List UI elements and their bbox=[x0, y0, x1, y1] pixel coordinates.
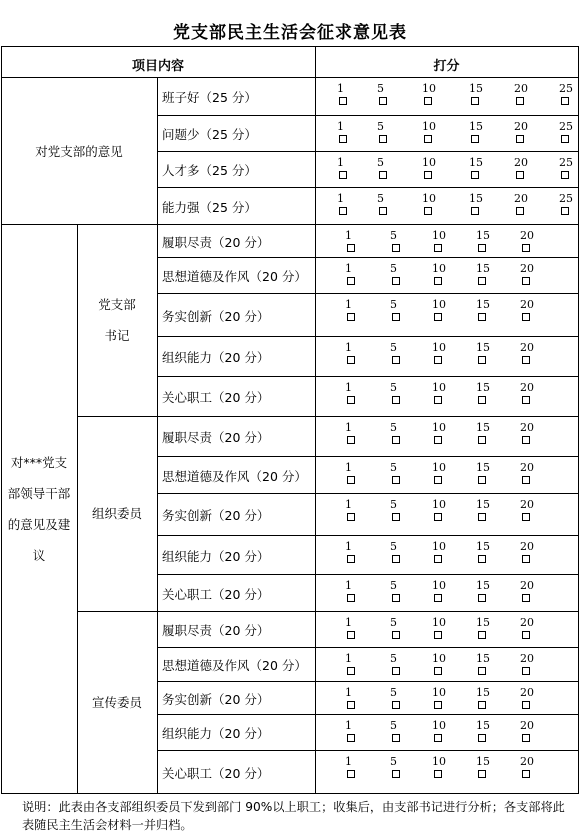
score-scale-label: 20 bbox=[520, 755, 534, 768]
form-title: 党支部民主生活会征求意见表 bbox=[173, 23, 407, 43]
score-scale-label: 25 bbox=[559, 156, 573, 169]
score-checkbox[interactable] bbox=[522, 513, 530, 521]
score-scale-label: 15 bbox=[476, 540, 490, 553]
header-item-content: 项目内容 bbox=[131, 59, 184, 74]
score-checkbox[interactable] bbox=[392, 594, 400, 602]
score-checkbox[interactable] bbox=[478, 701, 486, 709]
section2-label-line: 对***党支 bbox=[10, 454, 68, 470]
score-checkbox[interactable] bbox=[434, 436, 442, 444]
criterion-label: 思想道德及作风（20 分） bbox=[162, 269, 307, 284]
score-scale-label: 1 bbox=[345, 381, 352, 394]
score-checkbox[interactable] bbox=[339, 97, 347, 105]
score-scale-label: 15 bbox=[469, 156, 483, 169]
score-checkbox[interactable] bbox=[522, 396, 530, 404]
score-checkbox[interactable] bbox=[392, 396, 400, 404]
score-checkbox[interactable] bbox=[347, 244, 355, 252]
score-scale-label: 1 bbox=[345, 652, 352, 665]
score-checkbox[interactable] bbox=[347, 770, 355, 778]
score-scale-label: 15 bbox=[476, 298, 490, 311]
score-checkbox[interactable] bbox=[516, 207, 524, 215]
criterion-label: 关心职工（20 分） bbox=[162, 765, 270, 781]
score-checkbox[interactable] bbox=[522, 356, 530, 364]
score-checkbox[interactable] bbox=[347, 277, 355, 285]
score-checkbox[interactable] bbox=[522, 244, 530, 252]
score-scale-label: 20 bbox=[520, 461, 534, 474]
score-checkbox[interactable] bbox=[522, 476, 530, 484]
score-scale-label: 5 bbox=[390, 540, 397, 553]
score-checkbox[interactable] bbox=[392, 277, 400, 285]
score-checkbox[interactable] bbox=[478, 476, 486, 484]
score-checkbox[interactable] bbox=[522, 770, 530, 778]
score-scale-label: 20 bbox=[514, 156, 528, 169]
score-checkbox[interactable] bbox=[347, 513, 355, 521]
score-scale-label: 10 bbox=[422, 120, 436, 133]
score-scale-label: 1 bbox=[345, 686, 352, 699]
score-scale-label: 20 bbox=[520, 381, 534, 394]
score-scale-label: 15 bbox=[476, 229, 490, 242]
score-checkbox[interactable] bbox=[424, 207, 432, 215]
score-checkbox[interactable] bbox=[478, 277, 486, 285]
score-scale-label: 20 bbox=[514, 120, 528, 133]
score-scale-label: 5 bbox=[390, 341, 397, 354]
score-checkbox[interactable] bbox=[424, 97, 432, 105]
table-top-border bbox=[1, 46, 579, 47]
score-checkbox[interactable] bbox=[478, 667, 486, 675]
score-checkbox[interactable] bbox=[392, 313, 400, 321]
score-scale-label: 20 bbox=[520, 616, 534, 629]
score-checkbox[interactable] bbox=[522, 277, 530, 285]
score-scale-label: 10 bbox=[422, 156, 436, 169]
score-checkbox[interactable] bbox=[347, 734, 355, 742]
row-divider bbox=[157, 456, 579, 457]
score-checkbox[interactable] bbox=[347, 476, 355, 484]
score-checkbox[interactable] bbox=[471, 171, 479, 179]
score-scale-label: 10 bbox=[432, 652, 446, 665]
score-checkbox[interactable] bbox=[392, 770, 400, 778]
score-scale-label: 20 bbox=[520, 652, 534, 665]
footer-note: 说明：此表由各支部组织委员下发到部门 90%以上职工；收集后，由支部书记进行分析；各支部将此表随民主生活会材料一并归档。 bbox=[22, 800, 565, 832]
score-checkbox[interactable] bbox=[561, 171, 569, 179]
score-scale-label: 1 bbox=[345, 421, 352, 434]
score-checkbox[interactable] bbox=[392, 476, 400, 484]
score-checkbox[interactable] bbox=[392, 701, 400, 709]
score-scale-label: 10 bbox=[432, 229, 446, 242]
group-label bbox=[77, 416, 157, 611]
score-scale-label: 20 bbox=[514, 82, 528, 95]
score-scale-label: 1 bbox=[345, 298, 352, 311]
section2-label-line: 议 bbox=[32, 547, 46, 563]
row-divider bbox=[157, 293, 579, 294]
score-checkbox[interactable] bbox=[434, 476, 442, 484]
score-scale-label: 5 bbox=[377, 82, 384, 95]
criterion-label: 思想道德及作风（20 分） bbox=[162, 468, 307, 484]
score-checkbox[interactable] bbox=[347, 594, 355, 602]
score-checkbox[interactable] bbox=[339, 207, 347, 215]
score-checkbox[interactable] bbox=[561, 135, 569, 143]
score-checkbox[interactable] bbox=[434, 356, 442, 364]
row-divider bbox=[157, 681, 579, 682]
score-checkbox[interactable] bbox=[516, 135, 524, 143]
criterion-label: 履职尽责（20 分） bbox=[162, 430, 270, 445]
criterion-label: 思想道德及作风（20 分） bbox=[162, 658, 307, 673]
score-scale-label: 5 bbox=[390, 652, 397, 665]
score-checkbox[interactable] bbox=[478, 313, 486, 321]
score-scale-label: 5 bbox=[390, 262, 397, 275]
score-scale-label: 1 bbox=[345, 755, 352, 768]
group-label-line: 宣传委员 bbox=[91, 694, 142, 710]
score-scale-label: 1 bbox=[337, 82, 344, 95]
row-divider bbox=[157, 257, 579, 258]
score-scale-label: 20 bbox=[520, 498, 534, 511]
score-scale-label: 10 bbox=[432, 421, 446, 434]
score-checkbox[interactable] bbox=[347, 667, 355, 675]
score-checkbox[interactable] bbox=[339, 171, 347, 179]
score-scale-label: 20 bbox=[520, 719, 534, 732]
score-scale-label: 1 bbox=[337, 192, 344, 205]
score-checkbox[interactable] bbox=[434, 594, 442, 602]
score-checkbox[interactable] bbox=[478, 555, 486, 563]
score-checkbox[interactable] bbox=[347, 701, 355, 709]
criterion-label: 能力强（25 分） bbox=[162, 199, 257, 215]
score-checkbox[interactable] bbox=[478, 244, 486, 252]
score-scale-label: 20 bbox=[520, 262, 534, 275]
score-checkbox[interactable] bbox=[478, 734, 486, 742]
score-scale-label: 25 bbox=[559, 120, 573, 133]
row-divider bbox=[157, 151, 579, 152]
score-checkbox[interactable] bbox=[424, 135, 432, 143]
score-checkbox[interactable] bbox=[392, 436, 400, 444]
score-checkbox[interactable] bbox=[392, 356, 400, 364]
row-divider bbox=[157, 750, 579, 751]
score-scale-label: 15 bbox=[476, 421, 490, 434]
score-scale-label: 1 bbox=[345, 719, 352, 732]
score-checkbox[interactable] bbox=[471, 207, 479, 215]
row-divider bbox=[157, 647, 579, 648]
score-checkbox[interactable] bbox=[434, 244, 442, 252]
criterion-label: 关心职工（20 分） bbox=[162, 586, 270, 602]
score-checkbox[interactable] bbox=[522, 313, 530, 321]
score-scale-label: 15 bbox=[476, 652, 490, 665]
score-scale-label: 20 bbox=[520, 298, 534, 311]
section1-label: 对党支部的意见 bbox=[35, 143, 123, 159]
criterion-label: 班子好（25 分） bbox=[162, 90, 257, 105]
score-scale-label: 10 bbox=[432, 498, 446, 511]
score-scale-label: 15 bbox=[469, 82, 483, 95]
score-scale-label: 10 bbox=[432, 381, 446, 394]
score-checkbox[interactable] bbox=[434, 631, 442, 639]
score-scale-label: 5 bbox=[390, 229, 397, 242]
score-checkbox[interactable] bbox=[522, 734, 530, 742]
score-checkbox[interactable] bbox=[522, 667, 530, 675]
criterion-label: 问题少（25 分） bbox=[162, 127, 257, 142]
score-scale-label: 15 bbox=[476, 755, 490, 768]
score-checkbox[interactable] bbox=[392, 244, 400, 252]
criterion-label: 务实创新（20 分） bbox=[162, 508, 270, 523]
score-scale-label: 10 bbox=[432, 262, 446, 275]
score-checkbox[interactable] bbox=[379, 97, 387, 105]
group-label-line: 书记 bbox=[104, 328, 130, 343]
criterion-label: 人才多（25 分） bbox=[162, 163, 257, 178]
score-checkbox[interactable] bbox=[347, 555, 355, 563]
score-checkbox[interactable] bbox=[347, 396, 355, 404]
score-scale-label: 10 bbox=[432, 616, 446, 629]
score-checkbox[interactable] bbox=[478, 770, 486, 778]
score-scale-label: 1 bbox=[337, 120, 344, 133]
score-scale-label: 25 bbox=[559, 192, 573, 205]
row-divider bbox=[157, 336, 579, 337]
score-scale-label: 1 bbox=[345, 616, 352, 629]
score-scale-label: 15 bbox=[476, 461, 490, 474]
score-scale-label: 1 bbox=[345, 341, 352, 354]
score-scale-label: 20 bbox=[520, 341, 534, 354]
group-label-line: 组织委员 bbox=[91, 506, 142, 521]
score-scale-label: 20 bbox=[520, 421, 534, 434]
score-scale-label: 5 bbox=[390, 616, 397, 629]
row-divider bbox=[157, 115, 579, 116]
score-checkbox[interactable] bbox=[561, 97, 569, 105]
score-scale-label: 5 bbox=[390, 579, 397, 592]
score-scale-label: 15 bbox=[476, 262, 490, 275]
score-scale-label: 5 bbox=[377, 120, 384, 133]
score-checkbox[interactable] bbox=[434, 396, 442, 404]
score-scale-label: 1 bbox=[345, 461, 352, 474]
score-checkbox[interactable] bbox=[392, 555, 400, 563]
row-divider bbox=[157, 493, 579, 494]
group-label bbox=[77, 224, 157, 416]
score-scale-label: 5 bbox=[377, 156, 384, 169]
score-checkbox[interactable] bbox=[339, 135, 347, 143]
score-scale-label: 15 bbox=[476, 498, 490, 511]
score-scale-label: 15 bbox=[469, 120, 483, 133]
score-scale-label: 10 bbox=[432, 341, 446, 354]
score-checkbox[interactable] bbox=[392, 631, 400, 639]
score-scale-label: 15 bbox=[476, 616, 490, 629]
row-divider bbox=[157, 574, 579, 575]
score-scale-label: 5 bbox=[390, 498, 397, 511]
score-scale-label: 10 bbox=[422, 192, 436, 205]
score-checkbox[interactable] bbox=[478, 594, 486, 602]
criterion-label: 关心职工（20 分） bbox=[162, 390, 270, 405]
header-score: 打分 bbox=[433, 59, 460, 74]
score-scale-label: 5 bbox=[390, 719, 397, 732]
score-scale-label: 15 bbox=[476, 381, 490, 394]
score-scale-label: 10 bbox=[432, 540, 446, 553]
score-scale-label: 10 bbox=[432, 686, 446, 699]
score-checkbox[interactable] bbox=[478, 631, 486, 639]
score-checkbox[interactable] bbox=[522, 555, 530, 563]
criterion-label: 组织能力（20 分） bbox=[162, 548, 270, 564]
row-divider bbox=[157, 376, 579, 377]
score-checkbox[interactable] bbox=[478, 513, 486, 521]
criterion-label: 组织能力（20 分） bbox=[162, 726, 270, 741]
score-scale-label: 1 bbox=[337, 156, 344, 169]
score-checkbox[interactable] bbox=[434, 701, 442, 709]
score-scale-label: 10 bbox=[432, 579, 446, 592]
score-scale-label: 10 bbox=[432, 719, 446, 732]
score-checkbox[interactable] bbox=[424, 171, 432, 179]
score-checkbox[interactable] bbox=[434, 277, 442, 285]
score-scale-label: 10 bbox=[422, 82, 436, 95]
score-scale-label: 15 bbox=[476, 686, 490, 699]
score-checkbox[interactable] bbox=[379, 207, 387, 215]
score-checkbox[interactable] bbox=[522, 594, 530, 602]
score-scale-label: 5 bbox=[390, 461, 397, 474]
score-scale-label: 15 bbox=[476, 579, 490, 592]
score-checkbox[interactable] bbox=[347, 631, 355, 639]
score-scale-label: 20 bbox=[520, 686, 534, 699]
criterion-label: 务实创新（20 分） bbox=[162, 691, 270, 707]
row-divider bbox=[157, 714, 579, 715]
criterion-label: 履职尽责（20 分） bbox=[162, 623, 270, 638]
criterion-label: 履职尽责（20 分） bbox=[162, 234, 270, 250]
score-scale-label: 1 bbox=[345, 579, 352, 592]
score-scale-label: 15 bbox=[476, 719, 490, 732]
score-checkbox[interactable] bbox=[522, 701, 530, 709]
score-scale-label: 5 bbox=[390, 298, 397, 311]
score-scale-label: 20 bbox=[520, 540, 534, 553]
score-checkbox[interactable] bbox=[347, 436, 355, 444]
criterion-label: 组织能力（20 分） bbox=[162, 350, 270, 365]
score-checkbox[interactable] bbox=[471, 135, 479, 143]
score-scale-label: 1 bbox=[345, 540, 352, 553]
score-checkbox[interactable] bbox=[434, 313, 442, 321]
score-scale-label: 25 bbox=[559, 82, 573, 95]
score-scale-label: 15 bbox=[476, 341, 490, 354]
score-checkbox[interactable] bbox=[434, 734, 442, 742]
score-checkbox[interactable] bbox=[516, 97, 524, 105]
score-checkbox[interactable] bbox=[379, 135, 387, 143]
score-scale-label: 5 bbox=[390, 686, 397, 699]
table-bottom-border bbox=[1, 793, 579, 794]
score-scale-label: 10 bbox=[432, 298, 446, 311]
score-scale-label: 20 bbox=[514, 192, 528, 205]
score-scale-label: 20 bbox=[520, 229, 534, 242]
score-checkbox[interactable] bbox=[522, 631, 530, 639]
score-checkbox[interactable] bbox=[347, 313, 355, 321]
score-checkbox[interactable] bbox=[478, 396, 486, 404]
item-column-divider bbox=[157, 77, 158, 794]
score-checkbox[interactable] bbox=[379, 171, 387, 179]
criterion-label: 务实创新（20 分） bbox=[162, 308, 270, 324]
score-scale-label: 5 bbox=[390, 421, 397, 434]
score-scale-label: 1 bbox=[345, 262, 352, 275]
section2-label bbox=[1, 224, 77, 793]
score-checkbox[interactable] bbox=[516, 171, 524, 179]
score-checkbox[interactable] bbox=[434, 667, 442, 675]
score-scale-label: 1 bbox=[345, 498, 352, 511]
score-checkbox[interactable] bbox=[434, 555, 442, 563]
score-checkbox[interactable] bbox=[392, 667, 400, 675]
group-label-line: 党支部 bbox=[98, 297, 136, 312]
score-scale-label: 15 bbox=[469, 192, 483, 205]
score-checkbox[interactable] bbox=[392, 513, 400, 521]
group-label bbox=[77, 611, 157, 793]
score-scale-label: 5 bbox=[390, 755, 397, 768]
score-scale-label: 10 bbox=[432, 461, 446, 474]
section2-label-line: 部领导干部 bbox=[7, 485, 71, 501]
score-scale-label: 5 bbox=[390, 381, 397, 394]
score-checkbox[interactable] bbox=[347, 356, 355, 364]
score-scale-label: 5 bbox=[377, 192, 384, 205]
score-checkbox[interactable] bbox=[434, 770, 442, 778]
score-scale-label: 1 bbox=[345, 229, 352, 242]
score-scale-label: 20 bbox=[520, 579, 534, 592]
score-checkbox[interactable] bbox=[434, 513, 442, 521]
section2-label-line: 的意见及建 bbox=[7, 516, 71, 532]
score-checkbox[interactable] bbox=[392, 734, 400, 742]
score-checkbox[interactable] bbox=[478, 436, 486, 444]
score-checkbox[interactable] bbox=[478, 356, 486, 364]
row-divider bbox=[157, 535, 579, 536]
row-divider bbox=[157, 187, 579, 188]
score-scale-label: 10 bbox=[432, 755, 446, 768]
score-checkbox[interactable] bbox=[471, 97, 479, 105]
score-checkbox[interactable] bbox=[522, 436, 530, 444]
score-checkbox[interactable] bbox=[561, 207, 569, 215]
